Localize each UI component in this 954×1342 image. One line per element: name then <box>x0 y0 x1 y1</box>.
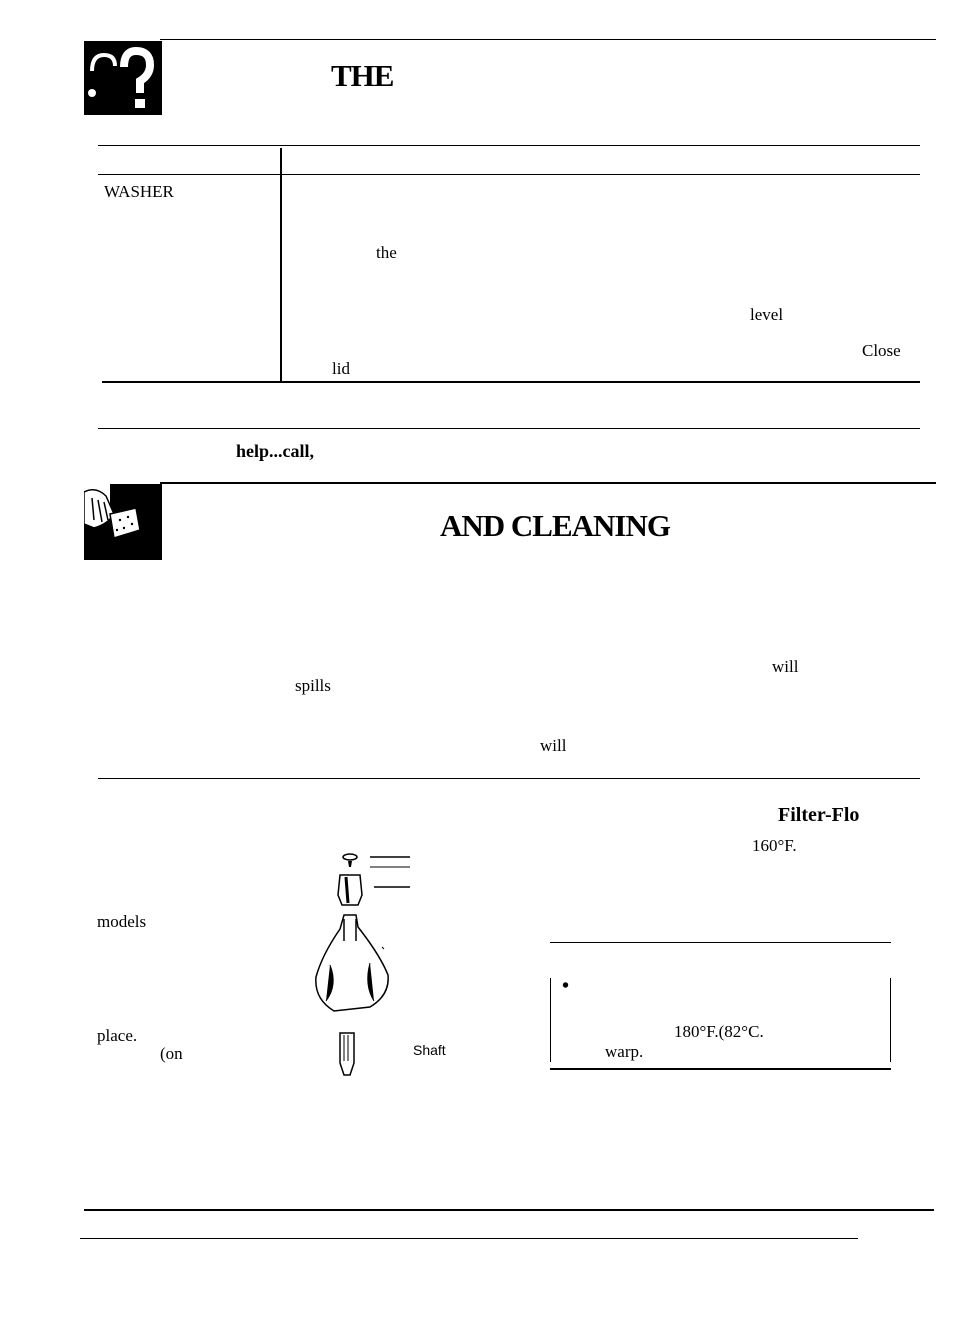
note-bullet: • <box>562 975 570 997</box>
sponge-hand-icon <box>84 484 162 560</box>
care-para-word: spills <box>295 676 331 695</box>
table-cell-word: level <box>750 305 784 324</box>
note-temp: 180°F.(82°C. <box>674 1022 764 1041</box>
table-cell-word: the <box>376 243 397 262</box>
filter-temp: 160°F. <box>752 836 797 855</box>
note-bottom-rule <box>550 1068 891 1070</box>
care-para-word: will <box>540 736 567 755</box>
note-top-rule <box>550 942 891 943</box>
care-top-rule <box>160 482 936 484</box>
table-cell-word: Close <box>862 341 901 360</box>
agitator-text-word: (on <box>160 1044 183 1063</box>
question-mark-icon <box>84 41 162 115</box>
top-rule <box>160 39 936 40</box>
care-section-rule <box>98 778 920 779</box>
footer-rule-2 <box>80 1238 858 1239</box>
table-header-rule <box>98 174 920 175</box>
filter-title: Filter-Flo <box>778 804 860 826</box>
shaft-label: Shaft <box>413 1042 446 1058</box>
troubleshoot-heading-word: THE <box>331 58 394 93</box>
table-top-rule <box>98 145 920 146</box>
footer-rule-1 <box>84 1209 934 1211</box>
note-left-border <box>550 978 551 1062</box>
care-heading: AND CLEANING <box>440 508 670 543</box>
table-bottom-rule <box>102 381 920 383</box>
table-cell-word: lid <box>332 359 350 378</box>
help-rule <box>98 428 920 429</box>
care-para-word: will <box>772 657 799 676</box>
note-word: warp. <box>605 1042 644 1061</box>
agitator-text-word: place. <box>97 1026 138 1045</box>
help-text: help...call, <box>236 441 315 461</box>
note-right-border <box>890 978 891 1062</box>
table-column-divider <box>280 148 282 381</box>
table-row-label: WASHER <box>104 182 174 201</box>
agitator-text-word: models <box>97 912 147 931</box>
agitator-exploded-diagram <box>300 845 420 1080</box>
